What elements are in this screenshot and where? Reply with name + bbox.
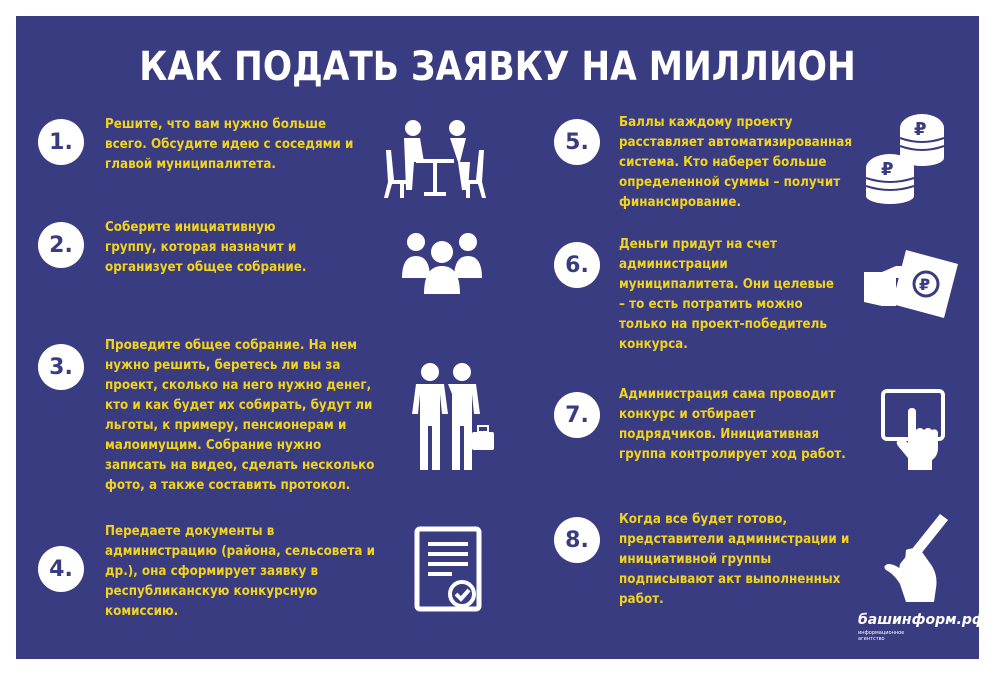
infographic-poster xyxy=(16,16,986,659)
hand-with-money-icon xyxy=(862,246,962,324)
step-5-number: 5. xyxy=(554,119,600,165)
poster-title: КАК ПОДАТЬ ЗАЯВКУ НА МИЛЛИОН xyxy=(139,44,856,90)
hand-with-pen-icon xyxy=(876,510,958,604)
ruble-coins-icon xyxy=(862,108,956,208)
step-3-text: Проведите общее собрание. На нем нужно решить, беретесь ли вы за проект, сколько на него нужно денег, кто и как будет их собирать, будут ли льготы, к примеру, пенсионерам и малоимущим. Собрание нужно записать на видео, сделать несколько фото, а также составить протокол. xyxy=(105,338,375,493)
brand-subtitle: информационное агентство xyxy=(858,630,905,642)
step-7-text: Администрация сама проводит конкурс и отбирает подрядчиков. Инициативная группа контролирует ход работ. xyxy=(619,387,846,462)
group-of-people-icon xyxy=(400,230,484,296)
step-4-text: Передаете документы в администрацию (района, сельсовета и др.), она сформирует заявку в республиканскую конкурсную комиссию. xyxy=(105,524,376,619)
step-4-number: 4. xyxy=(38,546,84,592)
people-with-briefcase-icon xyxy=(402,362,498,472)
step-1-number: 1. xyxy=(38,119,84,165)
step-6-number: 6. xyxy=(554,242,600,288)
step-6-text: Деньги придут на счет администрации муниципалитета. Они целевые – то есть потратить можно только на проект-победитель конкурса. xyxy=(619,237,835,352)
svg-text:₽: ₽ xyxy=(881,159,894,180)
step-2-text: Соберите инициативную группу, которая назначит и организует общее собрание. xyxy=(105,220,307,275)
step-2-number: 2. xyxy=(38,222,84,268)
meeting-at-table-icon xyxy=(380,114,490,200)
approved-document-icon xyxy=(414,526,486,614)
step-3-number: 3. xyxy=(38,344,84,390)
step-7-number: 7. xyxy=(554,392,600,438)
brand-logo: башинформ.рф xyxy=(858,612,986,628)
step-1-text: Решите, что вам нужно больше всего. Обсудите идею с соседями и главой муниципалитета. xyxy=(105,117,354,172)
step-8-text: Когда все будет готово, представители администрации и инициативной группы подписывают акт выполненных работ. xyxy=(619,512,850,607)
svg-text:₽: ₽ xyxy=(919,275,931,294)
step-5-text: Баллы каждому проекту расставляет автоматизированная система. Кто наберет больше определенной суммы – получит финансирование. xyxy=(619,115,853,210)
step-8-number: 8. xyxy=(554,517,600,563)
svg-text:₽: ₽ xyxy=(914,119,927,140)
hand-on-tablet-icon xyxy=(880,388,946,474)
